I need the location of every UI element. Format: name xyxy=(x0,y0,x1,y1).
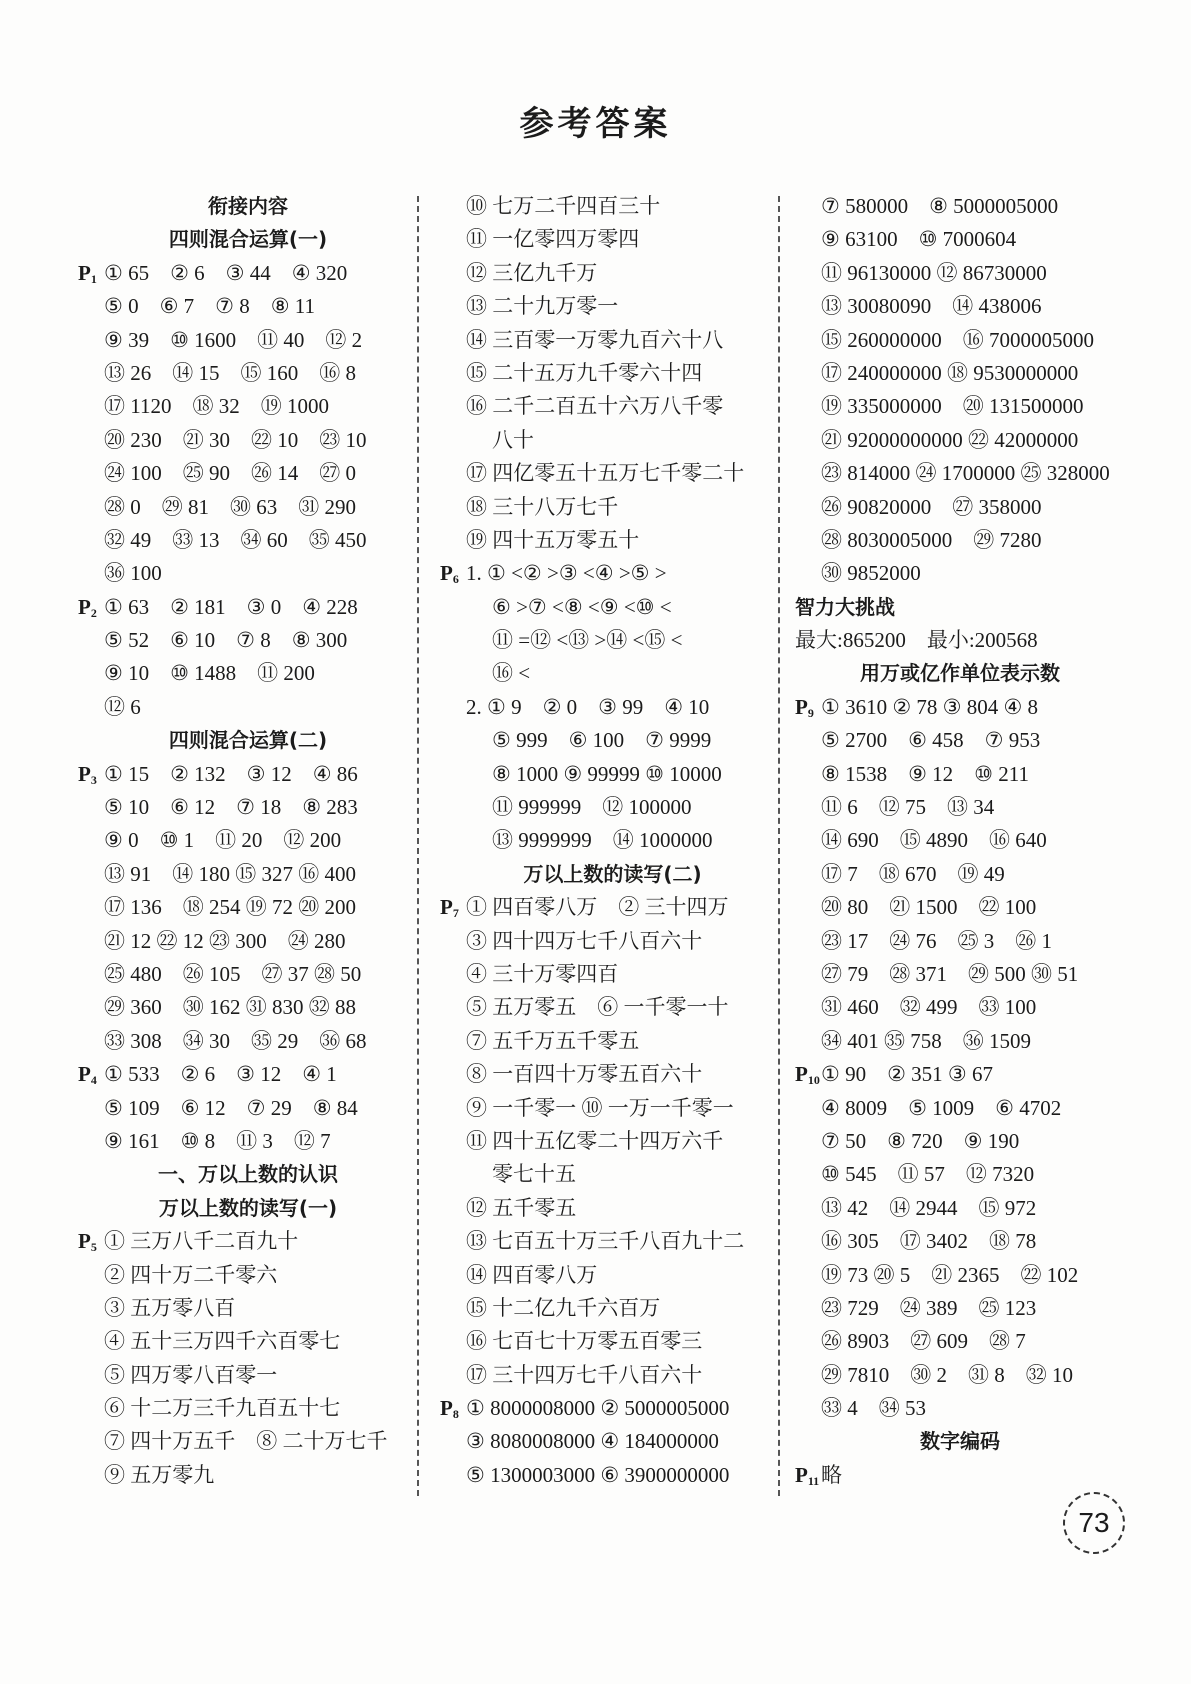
answer-line: ⑤ 五万零五 ⑥ 一千零一十 xyxy=(466,995,729,1020)
answer-line: ⑪ 96130000 ⑫ 86730000 xyxy=(821,260,1047,285)
answer-line: ㉓ 17 ㉔ 76 ㉕ 3 ㉖ 1 xyxy=(821,928,1052,953)
answer-line: ㉕ 480 ㉖ 105 ㉗ 37 ㉘ 50 xyxy=(104,961,362,986)
answer-text: ① 8000008000 ② 5000005000 xyxy=(466,1396,730,1421)
answer-line: ㉜ 49 ㉝ 13 ㉞ 60 ㉟ 450 xyxy=(104,527,367,552)
answer-line: ⑨ 0 ⑩ 1 ⑪ 20 ⑫ 200 xyxy=(104,828,342,853)
answer-line: ⑤ 999 ⑥ 100 ⑦ 9999 xyxy=(492,728,712,753)
answer-line: ⑤ 2700 ⑥ 458 ⑦ 953 xyxy=(821,728,1041,753)
section-heading: 四则混合运算(二) xyxy=(168,728,328,753)
answer-line: ⑫ 6 xyxy=(104,694,141,719)
answer-line: ⑨ 161 ⑩ 8 ⑪ 3 ⑫ 7 xyxy=(104,1128,331,1153)
answer-line: ㉑ 12 ㉒ 12 ㉓ 300 ㉔ 280 xyxy=(104,928,346,953)
answer-line: ⑭ 690 ⑮ 4890 ⑯ 640 xyxy=(821,828,1047,853)
page-answer-line xyxy=(78,1225,418,1258)
page-label-number: 11 xyxy=(807,1473,820,1488)
answer-line: ㉝ 4 ㉞ 53 xyxy=(821,1396,926,1421)
answer-text: 1. ① <② >③ <④ >⑤ > xyxy=(466,561,667,586)
answer-line: ㉖ 8903 ㉗ 609 ㉘ 7 xyxy=(821,1329,1026,1354)
page-answer-line xyxy=(78,591,418,624)
answer-line: ⑫ 五千零五 xyxy=(466,1195,577,1220)
answer-column-1 xyxy=(78,190,418,1492)
page-answer-line xyxy=(795,1459,1125,1492)
answer-line: ⑨ 10 ⑩ 1488 ⑪ 200 xyxy=(104,661,315,686)
answer-line: ⑤ 109 ⑥ 12 ⑦ 29 ⑧ 84 xyxy=(104,1095,358,1120)
page-label: $P_5$ xyxy=(78,1229,97,1255)
answer-line: ⑭ 三百零一万零九百六十八 xyxy=(466,327,724,352)
answer-line: ③ 五万零八百 xyxy=(104,1295,236,1320)
page-label-number: 1 xyxy=(90,271,97,286)
section-heading: 万以上数的读写(一) xyxy=(158,1195,338,1220)
answer-line: ⑪ 一亿零四万零四 xyxy=(466,227,640,252)
answer-line: ㊱ 100 xyxy=(104,561,162,586)
answer-line: ㉘ 8030005000 ㉙ 7280 xyxy=(821,527,1042,552)
answer-line: ⑯ 305 ⑰ 3402 ⑱ 78 xyxy=(821,1229,1037,1254)
answer-line: ㉗ 79 ㉘ 371 ㉙ 500 ㉚ 51 xyxy=(821,961,1079,986)
answer-line: ⑲ 335000000 ⑳ 131500000 xyxy=(821,394,1084,419)
answer-line: ⑤ 四万零八百零一 xyxy=(104,1362,278,1387)
page-label-number: 5 xyxy=(90,1240,97,1255)
answer-line: ⑬ 30080090 ⑭ 438006 xyxy=(821,294,1042,319)
page-label: $P_1$ xyxy=(78,260,97,286)
answer-line: ⑩ 七万二千四百三十 xyxy=(466,194,661,218)
page-label-number: 3 xyxy=(90,772,97,787)
answer-line: ㉙ 7810 ㉚ 2 ㉛ 8 ㉜ 10 xyxy=(821,1362,1073,1387)
section-heading: 用万或亿作单位表示数 xyxy=(860,661,1060,686)
answer-line: ⑯ 七百七十万零五百零三 xyxy=(466,1329,703,1354)
answer-line: 最大:865200 最小:200568 xyxy=(795,628,1038,653)
answer-line: ② 四十万二千零六 xyxy=(104,1262,278,1287)
answer-line: ㉝ 308 ㉞ 30 ㉟ 29 ㊱ 68 xyxy=(104,1028,367,1053)
answer-line: ④ 五十三万四千六百零七 xyxy=(104,1329,341,1354)
answer-line: ⑨ 63100 ⑩ 7000604 xyxy=(821,227,1017,252)
page-answer-line xyxy=(440,1392,785,1425)
answer-line: ⑥ >⑦ <⑧ <⑨ <⑩ < xyxy=(492,594,672,619)
answer-line: ⑪ 四十五亿零二十四万六千 xyxy=(466,1128,724,1153)
section-heading: 智力大挑战 xyxy=(795,594,895,619)
page-answer-line xyxy=(78,1058,418,1091)
answer-line: ⑫ 三亿九千万 xyxy=(466,260,598,285)
page-label: $P_2$ xyxy=(78,594,97,620)
answer-line: ㉚ 9852000 xyxy=(821,561,921,586)
answer-text: ① 533 ② 6 ③ 12 ④ 1 xyxy=(104,1062,337,1087)
page-label-number: 8 xyxy=(452,1407,459,1422)
page-label: $P_3$ xyxy=(78,761,97,787)
answer-line: ⑬ 9999999 ⑭ 1000000 xyxy=(492,828,713,853)
answer-line: ⑱ 三十八万七千 xyxy=(466,494,619,519)
answer-line: ⑰ 三十四万七千八百六十 xyxy=(466,1362,703,1387)
answer-line: ④ 8009 ⑤ 1009 ⑥ 4702 xyxy=(821,1095,1062,1120)
answer-line: ⑰ 136 ⑱ 254 ⑲ 72 ⑳ 200 xyxy=(104,895,356,920)
page-answer-line xyxy=(78,257,418,290)
answer-line: ㉓ 814000 ㉔ 1700000 ㉕ 328000 xyxy=(821,461,1110,486)
answer-line: ⑦ 50 ⑧ 720 ⑨ 190 xyxy=(821,1128,1020,1153)
answer-line: ③ 四十四万七千八百六十 xyxy=(466,928,703,953)
answer-text: ① 3610 ② 78 ③ 804 ④ 8 xyxy=(821,694,1039,719)
answer-line: ㉞ 401 ㉟ 758 ㊱ 1509 xyxy=(821,1028,1031,1053)
answer-line: ⑧ 一百四十万零五百六十 xyxy=(466,1062,703,1087)
answer-line: ⑯ < xyxy=(492,661,531,686)
answer-line: ⑤ 1300003000 ⑥ 3900000000 xyxy=(466,1462,730,1487)
page-answer-line xyxy=(795,691,1125,724)
answer-text: ① 15 ② 132 ③ 12 ④ 86 xyxy=(104,761,358,786)
answer-line: ⑰ 7 ⑱ 670 ⑲ 49 xyxy=(821,861,1005,886)
answer-line: ㉙ 360 ㉚ 162 ㉛ 830 ㉜ 88 xyxy=(104,995,356,1020)
answer-text: ① 四百零八万 ② 三十四万 xyxy=(466,895,729,920)
answer-line: ⑰ 240000000 ⑱ 9530000000 xyxy=(821,360,1079,385)
page-label-number: 7 xyxy=(452,906,459,921)
answer-line: ⑪ 6 ⑫ 75 ⑬ 34 xyxy=(821,795,995,820)
answer-line: ⑭ 四百零八万 xyxy=(466,1262,598,1287)
answer-line: ㉖ 90820000 ㉗ 358000 xyxy=(821,494,1042,519)
page-number-badge: 73 xyxy=(1063,1492,1125,1554)
answer-line: ④ 三十万零四百 xyxy=(466,961,619,986)
page-title: 参考答案 xyxy=(519,104,672,144)
answer-line: ⑰ 1120 ⑱ 32 ⑲ 1000 xyxy=(104,394,329,419)
answer-text: 略 xyxy=(821,1462,842,1487)
answer-line: ⑨ 39 ⑩ 1600 ⑪ 40 ⑫ 2 xyxy=(104,327,363,352)
answer-line: ⑦ 580000 ⑧ 5000005000 xyxy=(821,194,1059,218)
answer-line: ⑮ 260000000 ⑯ 7000005000 xyxy=(821,327,1094,352)
answer-line: ⑨ 五万零九 xyxy=(104,1462,215,1487)
page-label: $P_8$ xyxy=(440,1396,459,1422)
page-label-number: 9 xyxy=(807,705,814,720)
answer-line: ㉑ 92000000000 ㉒ 42000000 xyxy=(821,427,1079,452)
answer-line: 2. ① 9 ② 0 ③ 99 ④ 10 xyxy=(466,694,710,719)
answer-line: ⑤ 10 ⑥ 12 ⑦ 18 ⑧ 283 xyxy=(104,795,358,820)
answer-line: ⑨ 一千零一 ⑩ 一万一千零一 xyxy=(466,1095,734,1120)
section-heading: 万以上数的读写(二) xyxy=(523,861,702,886)
section-heading: 四则混合运算(一) xyxy=(168,227,328,252)
answer-line: ⑮ 二十五万九千零六十四 xyxy=(466,360,703,385)
answer-line: ⑬ 91 ⑭ 180 ⑮ 327 ⑯ 400 xyxy=(104,861,356,886)
answer-text: ① 63 ② 181 ③ 0 ④ 228 xyxy=(104,594,358,619)
page-label-number: 10 xyxy=(807,1073,820,1088)
page-label: $P_{11}$ xyxy=(795,1462,820,1488)
answer-line: ⑤ 52 ⑥ 10 ⑦ 8 ⑧ 300 xyxy=(104,628,348,653)
page-label: $P_7$ xyxy=(440,895,459,921)
answer-line: ⑤ 0 ⑥ 7 ⑦ 8 ⑧ 11 xyxy=(104,294,316,319)
page-label: $P_{10}$ xyxy=(795,1062,820,1088)
page-answer-line xyxy=(795,1058,1125,1091)
answer-line: ⑬ 二十九万零一 xyxy=(466,294,619,319)
answer-line: ⑰ 四亿零五十五万七千零二十 xyxy=(466,461,745,486)
page-label-number: 4 xyxy=(90,1073,97,1088)
answer-line: ⑦ 四十万五千 ⑧ 二十万七千 xyxy=(104,1429,388,1454)
answer-line: ⑯ 二千二百五十六万八千零 xyxy=(466,394,724,419)
section-heading: 衔接内容 xyxy=(208,194,288,218)
answer-line: ⑥ 十二万三千九百五十七 xyxy=(104,1396,341,1421)
answer-line: 零七十五 xyxy=(492,1162,576,1187)
page-label-number: 2 xyxy=(90,605,97,620)
answer-line: ⑬ 七百五十万三千八百九十二 xyxy=(466,1229,745,1254)
answer-line: ⑲ 73 ⑳ 5 ㉑ 2365 ㉒ 102 xyxy=(821,1262,1079,1287)
answer-line: ③ 8080008000 ④ 184000000 xyxy=(466,1429,719,1454)
answer-column-2 xyxy=(440,190,785,1492)
page-answer-line xyxy=(440,891,785,924)
answer-line: ⑬ 26 ⑭ 15 ⑮ 160 ⑯ 8 xyxy=(104,360,356,385)
page-answer-line xyxy=(78,758,418,791)
answer-text: ① 90 ② 351 ③ 67 xyxy=(821,1062,993,1087)
answer-line: ㉛ 460 ㉜ 499 ㉝ 100 xyxy=(821,995,1037,1020)
section-heading: 数字编码 xyxy=(920,1429,1000,1454)
answer-line: ⑧ 1000 ⑨ 99999 ⑩ 10000 xyxy=(492,761,722,786)
answer-line: ㉔ 100 ㉕ 90 ㉖ 14 ㉗ 0 xyxy=(104,461,356,486)
section-heading: 一、万以上数的认识 xyxy=(158,1162,338,1187)
answer-line: ⑳ 80 ㉑ 1500 ㉒ 100 xyxy=(821,895,1037,920)
answer-line: ⑪ 999999 ⑫ 100000 xyxy=(492,795,692,820)
answer-text: ① 三万八千二百九十 xyxy=(104,1229,299,1254)
answer-line: ⑳ 230 ㉑ 30 ㉒ 10 ㉓ 10 xyxy=(104,427,367,452)
answer-line: ⑮ 十二亿九千六百万 xyxy=(466,1295,661,1320)
answer-column-3 xyxy=(795,190,1125,1492)
answer-line: ⑧ 1538 ⑨ 12 ⑩ 211 xyxy=(821,761,1029,786)
page-label: $P_4$ xyxy=(78,1062,97,1088)
page-label: $P_9$ xyxy=(795,694,814,720)
answer-line: ⑪ =⑫ <⑬ >⑭ <⑮ < xyxy=(492,628,683,653)
answer-line: ⑲ 四十五万零五十 xyxy=(466,527,640,552)
answer-line: ⑩ 545 ⑪ 57 ⑫ 7320 xyxy=(821,1162,1035,1187)
page-label: $P_6$ xyxy=(440,561,459,587)
answer-line: ㉘ 0 ㉙ 81 ㉚ 63 ㉛ 290 xyxy=(104,494,356,519)
answer-line: ⑬ 42 ⑭ 2944 ⑮ 972 xyxy=(821,1195,1037,1220)
answer-line: ⑦ 五千万五千零五 xyxy=(466,1028,640,1053)
answer-line: ㉓ 729 ㉔ 389 ㉕ 123 xyxy=(821,1295,1037,1320)
page-answer-line xyxy=(440,557,785,590)
answer-line: 八十 xyxy=(492,427,534,452)
page-label-number: 6 xyxy=(452,572,459,587)
answer-text: ① 65 ② 6 ③ 44 ④ 320 xyxy=(104,260,348,285)
